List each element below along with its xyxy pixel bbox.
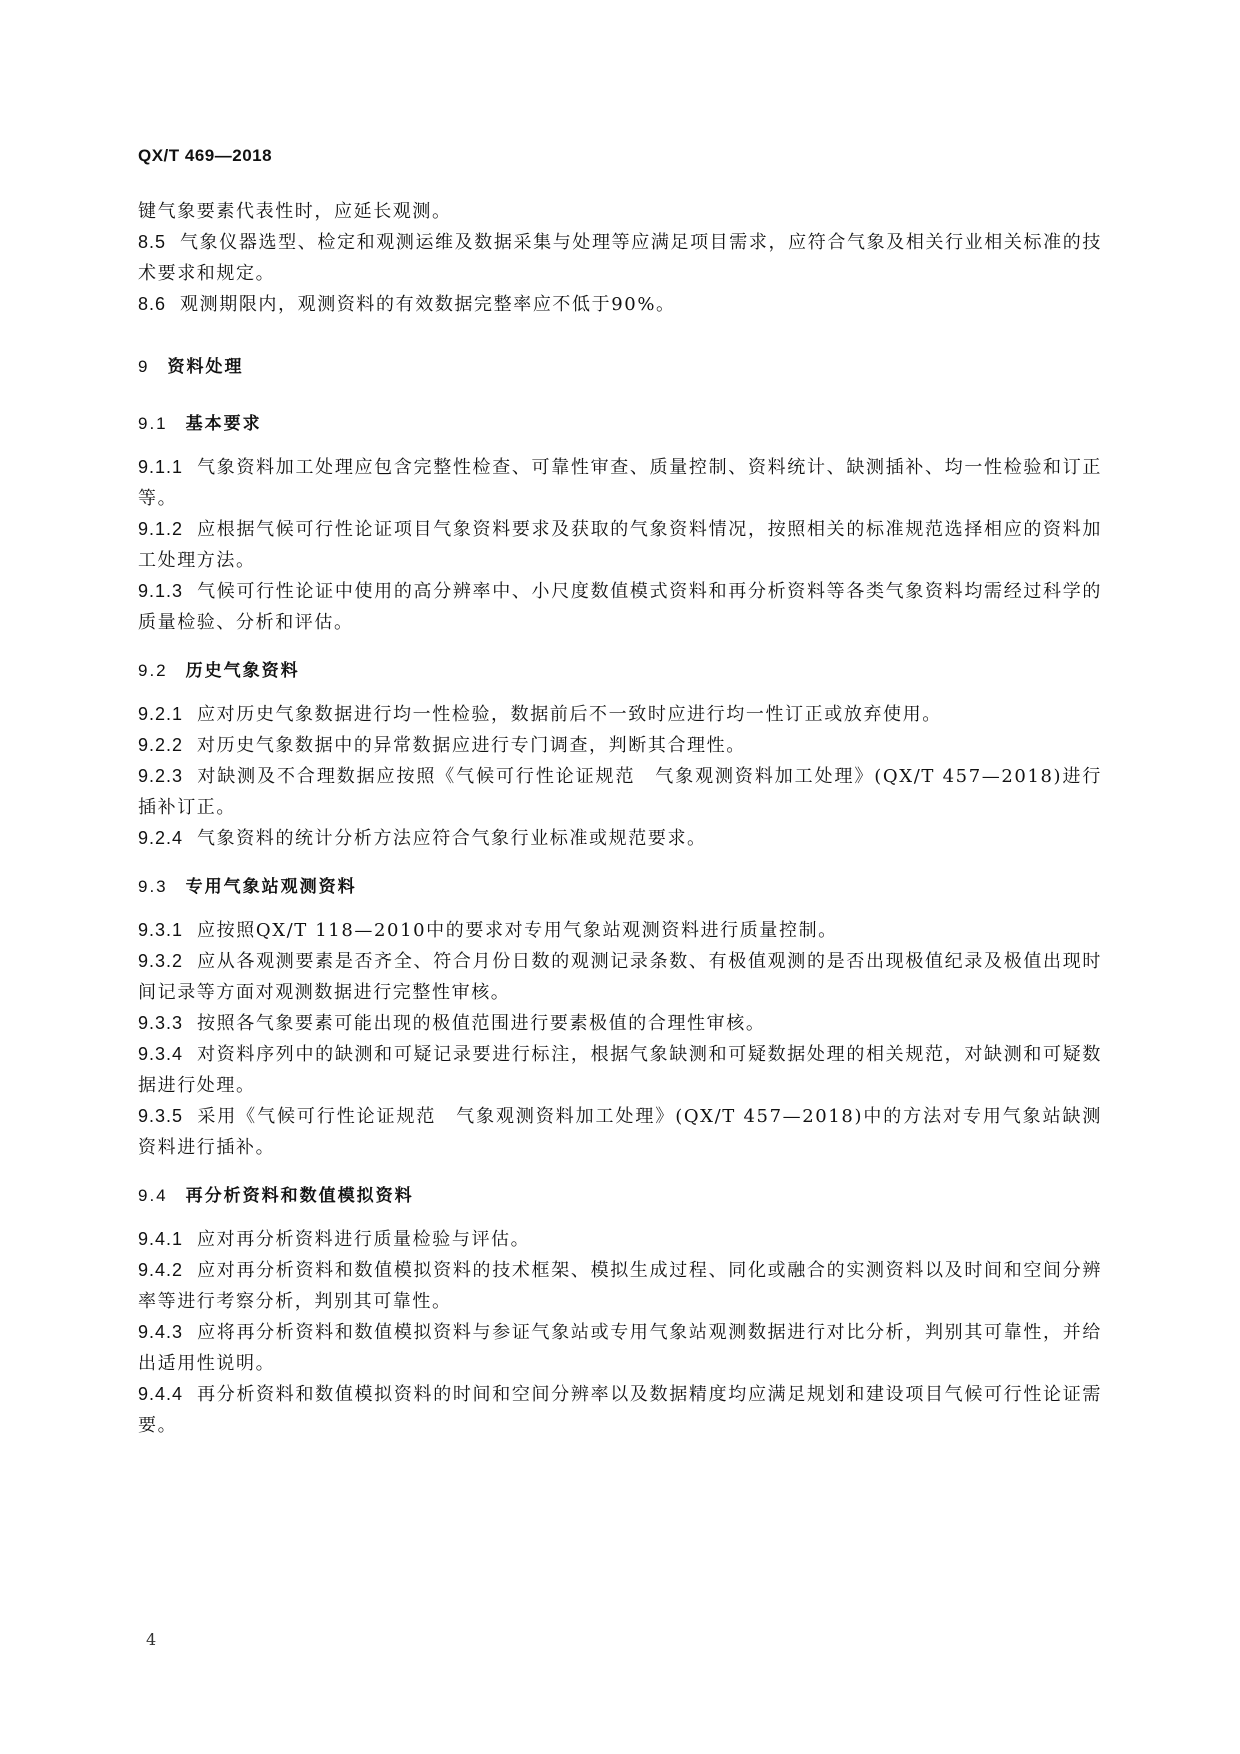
clause-text: 采用《气候可行性论证规范 气象观测资料加工处理》(QX/T 457—2018)中的方法对专用气象站缺测资料进行插补。 — [138, 1106, 1102, 1158]
clause-paragraph — [138, 1255, 1102, 1317]
clause-text: 专用气象站观测资料 — [185, 877, 357, 896]
clause-paragraph — [138, 730, 1102, 761]
clause-paragraph — [138, 1008, 1102, 1039]
document-body — [138, 196, 1102, 1441]
clause-text: 按照各气象要素可能出现的极值范围进行要素极值的合理性审核。 — [197, 1013, 766, 1034]
clause-number: 9.1 — [138, 414, 168, 433]
clause-text: 应将再分析资料和数值模拟资料与参证气象站或专用气象站观测数据进行对比分析，判别其可靠性，并给出适用性说明。 — [138, 1322, 1102, 1374]
clause-text: 观测期限内，观测资料的有效数据完整率应不低于90%。 — [180, 294, 676, 315]
clause-number: 9.3.4 — [138, 1044, 184, 1064]
clause-text: 键气象要素代表性时，应延长观测。 — [138, 201, 452, 222]
clause-text: 资料处理 — [167, 357, 244, 376]
clause-text: 再分析资料和数值模拟资料 — [185, 1186, 414, 1205]
clause-text: 气象仪器选型、检定和观测运维及数据采集与处理等应满足项目需求，应符合气象及相关行业相关标准的技术要求和规定。 — [138, 232, 1102, 284]
clause-number: 9.3 — [138, 877, 168, 896]
clause-paragraph — [138, 946, 1102, 1008]
clause-number: 9.1.3 — [138, 581, 184, 601]
clause-text: 再分析资料和数值模拟资料的时间和空间分辨率以及数据精度均应满足规划和建设项目气候可行性论证需要。 — [138, 1384, 1102, 1436]
clause-number: 9.3.2 — [138, 951, 184, 971]
clause-text: 气候可行性论证中使用的高分辨率中、小尺度数值模式资料和再分析资料等各类气象资料均需经过科学的质量检验、分析和评估。 — [138, 581, 1102, 633]
clause-text: 对历史气象数据中的异常数据应进行专门调查，判断其合理性。 — [197, 735, 746, 756]
clause-paragraph — [138, 823, 1102, 854]
clause-text: 应按照QX/T 118—2010中的要求对专用气象站观测资料进行质量控制。 — [197, 920, 838, 941]
clause-paragraph — [138, 452, 1102, 514]
clause-paragraph — [138, 915, 1102, 946]
clause-number: 9.2.4 — [138, 828, 184, 848]
clause-paragraph — [138, 1379, 1102, 1441]
clause-paragraph — [138, 227, 1102, 289]
clause-paragraph — [138, 289, 1102, 320]
clause-paragraph — [138, 514, 1102, 576]
subsection-heading — [138, 872, 1102, 897]
clause-text: 应对再分析资料进行质量检验与评估。 — [197, 1229, 531, 1250]
clause-number: 9.2.1 — [138, 704, 184, 724]
clause-text: 应从各观测要素是否齐全、符合月份日数的观测记录条数、有极值观测的是否出现极值纪录及极值出现时间记录等方面对观测数据进行完整性审核。 — [138, 951, 1102, 1003]
clause-number: 9.4 — [138, 1186, 168, 1205]
clause-text: 气象资料加工处理应包含完整性检查、可靠性审查、质量控制、资料统计、缺测插补、均一性检验和订正等。 — [138, 457, 1102, 509]
clause-number: 9.4.4 — [138, 1384, 184, 1404]
clause-number: 8.6 — [138, 294, 167, 314]
clause-text: 应根据气候可行性论证项目气象资料要求及获取的气象资料情况，按照相关的标准规范选择相应的资料加工处理方法。 — [138, 519, 1102, 571]
clause-paragraph — [138, 196, 1102, 227]
clause-text: 对缺测及不合理数据应按照《气候可行性论证规范 气象观测资料加工处理》(QX/T 457—2018)进行插补订正。 — [138, 766, 1102, 818]
clause-number: 9.2 — [138, 661, 168, 680]
clause-number: 9.3.5 — [138, 1106, 184, 1126]
clause-number: 9.2.2 — [138, 735, 184, 755]
clause-paragraph — [138, 1039, 1102, 1101]
clause-text: 应对再分析资料和数值模拟资料的技术框架、模拟生成过程、同化或融合的实测资料以及时间和空间分辨率等进行考察分析，判别其可靠性。 — [138, 1260, 1102, 1312]
clause-number: 9 — [138, 357, 150, 376]
clause-text: 基本要求 — [185, 414, 262, 433]
page-number: 4 — [146, 1630, 157, 1649]
subsection-heading — [138, 409, 1102, 434]
clause-number: 9.1.2 — [138, 519, 184, 539]
clause-number: 9.3.3 — [138, 1013, 184, 1033]
clause-number: 9.4.3 — [138, 1322, 184, 1342]
clause-number: 9.4.1 — [138, 1229, 184, 1249]
clause-paragraph — [138, 1101, 1102, 1163]
subsection-heading — [138, 656, 1102, 681]
clause-text: 历史气象资料 — [185, 661, 300, 680]
clause-number: 9.1.1 — [138, 457, 184, 477]
clause-text: 对资料序列中的缺测和可疑记录要进行标注，根据气象缺测和可疑数据处理的相关规范，对缺测和可疑数据进行处理。 — [138, 1044, 1102, 1096]
standard-id: QX/T 469—2018 — [138, 146, 273, 165]
clause-text: 气象资料的统计分析方法应符合气象行业标准或规范要求。 — [197, 828, 707, 849]
clause-paragraph — [138, 1224, 1102, 1255]
clause-text: 应对历史气象数据进行均一性检验，数据前后不一致时应进行均一性订正或放弃使用。 — [197, 704, 942, 725]
clause-number: 8.5 — [138, 232, 167, 252]
subsection-heading — [138, 1181, 1102, 1206]
clause-paragraph — [138, 699, 1102, 730]
clause-number: 9.3.1 — [138, 920, 184, 940]
clause-number: 9.2.3 — [138, 766, 184, 786]
clause-paragraph — [138, 1317, 1102, 1379]
clause-number: 9.4.2 — [138, 1260, 184, 1280]
clause-paragraph — [138, 761, 1102, 823]
section-heading — [138, 352, 1102, 377]
clause-paragraph — [138, 576, 1102, 638]
